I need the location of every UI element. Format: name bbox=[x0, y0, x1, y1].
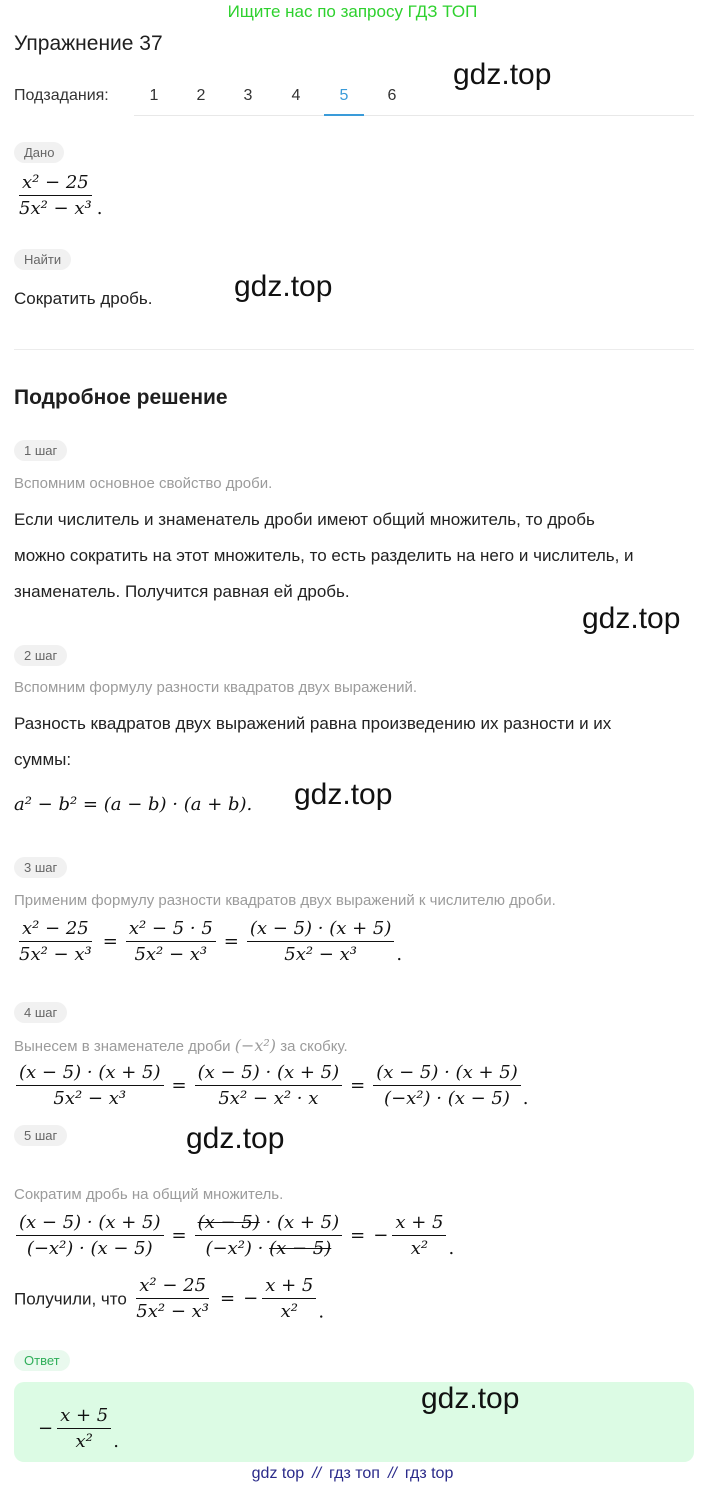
subtask-tab-2[interactable]: 2 bbox=[196, 87, 206, 104]
watermark: gdz.top bbox=[421, 1382, 520, 1415]
step-4-equation: $\frac{(x - 5) \cdot (x + 5)}{\text{5x² − x³}}$ = $\frac{(x - 5) \cdot (x + 5)}{\text{5x² − x² · x}}$ = $\frac{(x - 5) \cdot (x + 5)}{\text{(−x²) · (x − 5)}}$ . bbox=[14, 1062, 528, 1109]
find-text: Сократить дробь. bbox=[14, 289, 153, 308]
solution-heading: Подробное решение bbox=[14, 386, 228, 409]
step-5-label: 5 шаг bbox=[14, 1125, 67, 1146]
footer-link[interactable]: gdz top bbox=[251, 1465, 305, 1482]
page-title: Упражнение 37 bbox=[14, 32, 163, 55]
step-1-line-1: Если числитель и знаменатель дроби имеют общий множитель, то дробь bbox=[14, 510, 595, 529]
given-label: Дано bbox=[14, 142, 64, 163]
watermark: gdz.top bbox=[294, 778, 393, 811]
step-4-label: 4 шаг bbox=[14, 1002, 67, 1023]
subtasks-label: Подзадания: bbox=[14, 87, 109, 104]
step-3-label: 3 шаг bbox=[14, 857, 67, 878]
step-2-label: 2 шаг bbox=[14, 645, 67, 666]
given-expression: $\frac{\text{x² − 25}}{\text{5x² − x³}}$ . bbox=[19, 172, 103, 219]
step-5-hint: Сократим дробь на общий множитель. bbox=[14, 1186, 284, 1203]
answer-expression: − $\frac{x + 5}{\text{x²}}$ . bbox=[38, 1405, 119, 1452]
subtask-tab-6[interactable]: 6 bbox=[387, 87, 397, 104]
step-1-line-3: знаменатель. Получится равная ей дробь. bbox=[14, 582, 350, 601]
step-1-line-2: можно сократить на этот множитель, то есть разделить на него и числитель, и bbox=[14, 546, 634, 565]
step-3-equation: $\frac{\text{x² − 25}}{\text{5x² − x³}}$ = $\frac{\text{x² − 5 · 5}}{\text{5x² − x³}}$ = $\frac{(x - 5) \cdot (x + 5)}{\text{5x² − x³}}$ . bbox=[19, 918, 403, 965]
footer-link[interactable]: гдз top bbox=[404, 1465, 454, 1482]
watermark: gdz.top bbox=[582, 602, 681, 635]
subtask-tab-3[interactable]: 3 bbox=[243, 87, 253, 104]
section-divider bbox=[14, 349, 694, 350]
subtask-tab-4[interactable]: 4 bbox=[291, 87, 301, 104]
watermark: gdz.top bbox=[234, 270, 333, 303]
step-3-hint: Применим формулу разности квадратов двух выражений к числителю дроби. bbox=[14, 892, 556, 909]
find-label: Найти bbox=[14, 249, 71, 270]
step-2-line-1: Разность квадратов двух выражений равна произведению их разности и их bbox=[14, 714, 612, 733]
step-1-label: 1 шаг bbox=[14, 440, 67, 461]
step-2-hint: Вспомним формулу разности квадратов двух выражений. bbox=[14, 679, 418, 696]
step-2-line-2: суммы: bbox=[14, 750, 72, 769]
step-5-equation: $\frac{(x - 5) \cdot (x + 5)}{\text{(−x²) · (x − 5)}}$ = $\frac{(x - 5) \cdot (x + 5)}{\text{(−x²) · (x − 5)}}$ = − $\frac{x + 5}{\text{x²}}$ . bbox=[14, 1212, 454, 1259]
step-5-result: Получили, что $\frac{\text{x² − 25}}{\text{5x² − x³}}$ = − $\frac{x + 5}{\text{x²}}$ . bbox=[14, 1275, 325, 1322]
subtask-tab-5[interactable]: 5 bbox=[324, 78, 364, 116]
subtask-tabs bbox=[134, 78, 694, 116]
answer-label: Ответ bbox=[14, 1350, 70, 1371]
difference-of-squares-formula: a² − b² = (a − b) · (a + b). bbox=[14, 794, 253, 815]
watermark: gdz.top bbox=[453, 58, 552, 91]
step-1-hint: Вспомним основное свойство дроби. bbox=[14, 475, 273, 492]
footer-link[interactable]: гдз топ bbox=[329, 1465, 380, 1482]
step-4-hint: Вынесем в знаменателе дроби (−x²) за скобку. bbox=[14, 1036, 348, 1055]
promo-banner: Ищите нас по запросу ГДЗ ТОП bbox=[227, 2, 478, 21]
subtask-tab-1[interactable]: 1 bbox=[149, 87, 159, 104]
footer-links: gdz top // гдз топ // гдз top bbox=[251, 1465, 454, 1482]
watermark: gdz.top bbox=[186, 1122, 285, 1155]
